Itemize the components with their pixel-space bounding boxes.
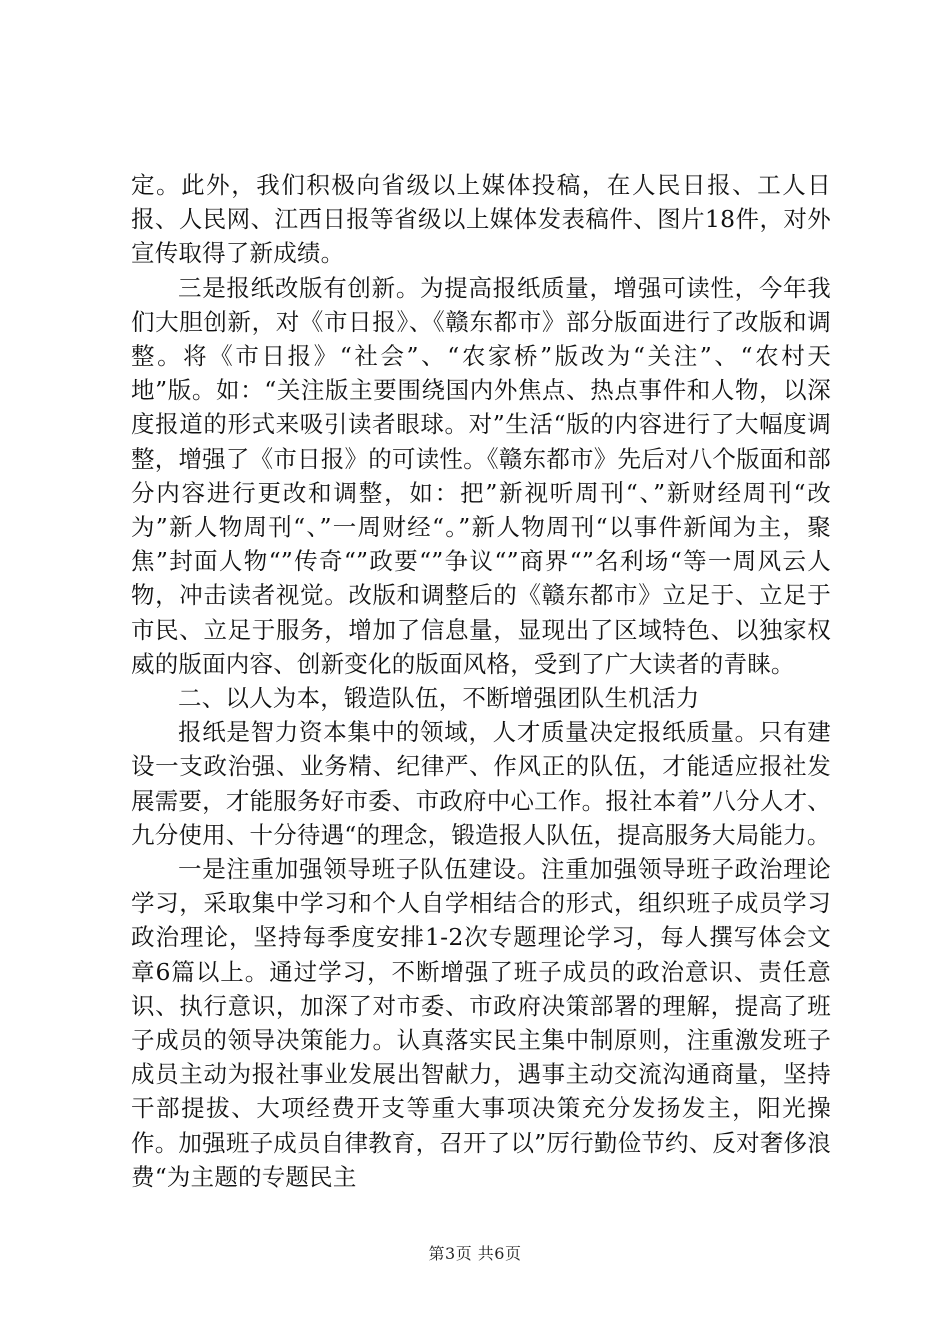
paragraph-newspaper-redesign: 三是报纸改版有创新。为提高报纸质量，增强可读性，今年我们大胆创新，对《市日报》、《赣东都市》部分版面进行了改版和调整。将《市日报》“社会”、“农家桥”版改为“关注”、“农村天地”版。如：“关注版主要围绕国内外焦点、热点事件和人物，以深度报道的形式来吸引读者眼球。对”生活“版的内容进行了大幅度调整，增强了《市日报》的可读性。《赣东都市》先后对八个版面和部分内容进行更改和调整，如：把”新视听周刊“、”新财经周刊“改为”新人物周刊“、”一周财经“。”新人物周刊“以事件新闻为主，聚焦”封面人物“”传奇“”政要“”争议“”商界“”名利场“等一周风云人物，冲击读者视觉。改版和调整后的《赣东都市》立足于、立足于市民、立足于服务，增加了信息量，显现出了区域特色、以独家权威的版面内容、创新变化的版面风格，受到了广大读者的青睐。 — [131, 273, 831, 678]
document-body — [131, 168, 831, 1194]
page-number-footer: 第3页 共6页 — [428, 1244, 522, 1263]
paragraph-talent-quality: 报纸是智力资本集中的领域，人才质量决定报纸质量。只有建设一支政治强、业务精、纪律严、作风正的队伍，才能适应报社发展需要，才能服务好市委、市政府中心工作。报社本着”八分人才、九分使用、十分待遇“的理念，锻造报人队伍，提高服务大局能力。 — [131, 718, 831, 849]
paragraph-continuation: 定。此外，我们积极向省级以上媒体投稿，在人民日报、工人日报、人民网、江西日报等省级以上媒体发表稿件、图片18件，对外宣传取得了新成绩。 — [131, 171, 831, 268]
paragraph-leadership-building: 一是注重加强领导班子队伍建设。注重加强领导班子政治理论学习，采取集中学习和个人自学相结合的形式，组织班子成员学习政治理论，坚持每季度安排1-2次专题理论学习，每人撰写体会文章6篇以上。通过学习，不断增强了班子成员的政治意识、责任意识、执行意识，加深了对市委、市政府决策部署的理解，提高了班子成员的领导决策能力。认真落实民主集中制原则，注重激发班子成员主动为报社事业发展出智献力，遇事主动交流沟通商量，坚持干部提拔、大项经费开支等重大事项决策充分发扬发主，阳光操作。加强班子成员自律教育，召开了以”厉行勤俭节约、反对奢侈浪费“为主题的专题民主 — [131, 855, 831, 1191]
section-heading-team-building: 二、以人为本，锻造队伍，不断增强团队生机活力 — [178, 684, 700, 713]
